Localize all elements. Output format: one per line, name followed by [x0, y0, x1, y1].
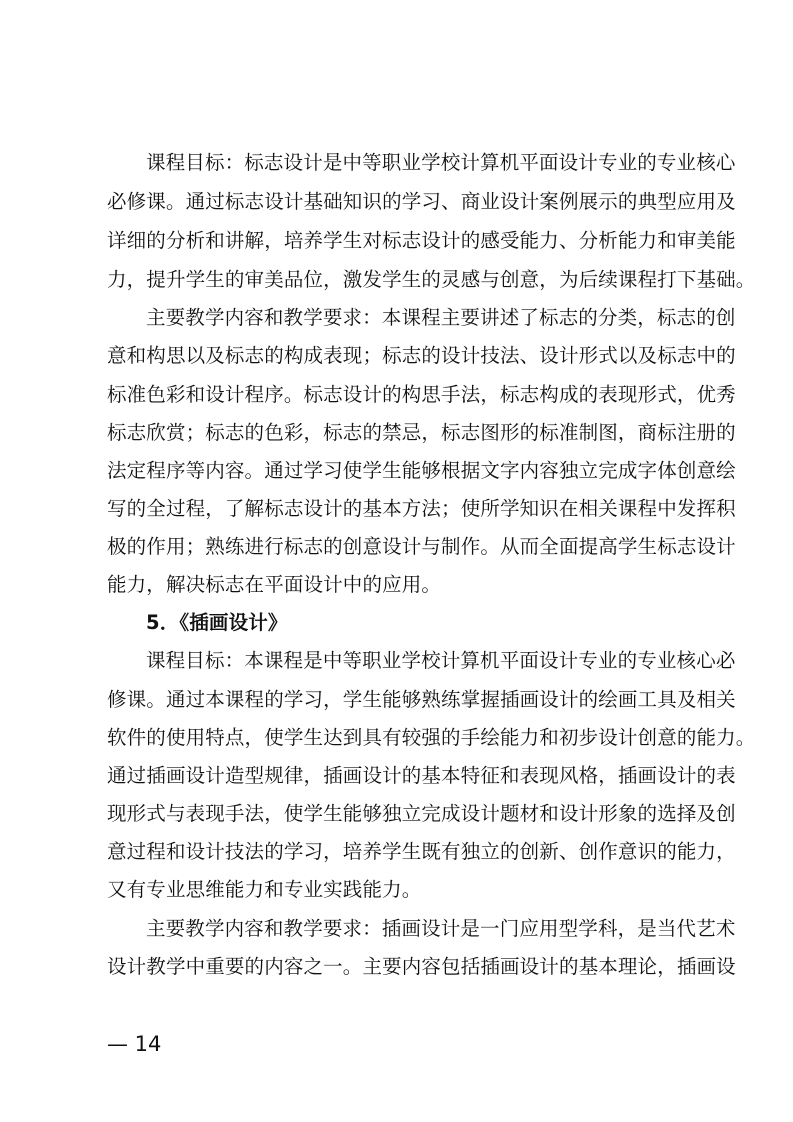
paragraph-line: 通过插画设计造型规律，插画设计的基本特征和表现风格，插画设计的表: [107, 764, 736, 787]
paragraph-line: 设计教学中重要的内容之一。主要内容包括插画设计的基本理论，插画设: [107, 955, 736, 978]
paragraph-line: 标准色彩和设计程序。标志设计的构思手法，标志构成的表现形式，优秀: [107, 383, 736, 406]
paragraph-line: 详细的分析和讲解，培养学生对标志设计的感受能力、分析能力和审美能: [107, 229, 736, 252]
page-number: — 14: [107, 1032, 162, 1056]
paragraph-line: 又有专业思维能力和专业实践能力。: [107, 878, 422, 901]
paragraph-line: 写的全过程，了解标志设计的基本方法；使所学知识在相关课程中发挥积: [107, 497, 736, 520]
paragraph-line: 意和构思以及标志的构成表现；标志的设计技法、设计形式以及标志中的: [107, 344, 736, 367]
paragraph-line: 法定程序等内容。通过学习使学生能够根据文字内容独立完成字体创意绘: [107, 459, 736, 482]
paragraph-line: 意过程和设计技法的学习，培养学生既有独立的创新、创作意识的能力，: [107, 840, 736, 863]
paragraph-line: 主要教学内容和教学要求：本课程主要讲述了标志的分类，标志的创: [146, 306, 736, 329]
section-heading: 5．《插画设计》: [146, 611, 288, 634]
paragraph-line: 软件的使用特点，使学生达到具有较强的手绘能力和初步设计创意的能力。: [107, 726, 756, 749]
paragraph-line: 力，提升学生的审美品位，激发学生的灵感与创意，为后续课程打下基础。: [107, 268, 756, 291]
paragraph-line: 极的作用；熟练进行标志的创意设计与制作。从而全面提高学生标志设计: [107, 535, 736, 558]
paragraph-line: 现形式与表现手法，使学生能够独立完成设计题材和设计形象的选择及创: [107, 802, 736, 825]
paragraph-line: 能力，解决标志在平面设计中的应用。: [107, 573, 442, 596]
paragraph-line: 必修课。通过标志设计基础知识的学习、商业设计案例展示的典型应用及: [107, 190, 736, 213]
paragraph-line: 主要教学内容和教学要求：插画设计是一门应用型学科，是当代艺术: [146, 917, 736, 940]
paragraph-line: 课程目标：标志设计是中等职业学校计算机平面设计专业的专业核心: [146, 151, 736, 174]
paragraph-line: 修课。通过本课程的学习，学生能够熟练掌握插画设计的绘画工具及相关: [107, 688, 736, 711]
paragraph-line: 标志欣赏；标志的色彩，标志的禁忌，标志图形的标准制图，商标注册的: [107, 421, 736, 444]
paragraph-line: 课程目标：本课程是中等职业学校计算机平面设计专业的专业核心必: [146, 649, 736, 672]
